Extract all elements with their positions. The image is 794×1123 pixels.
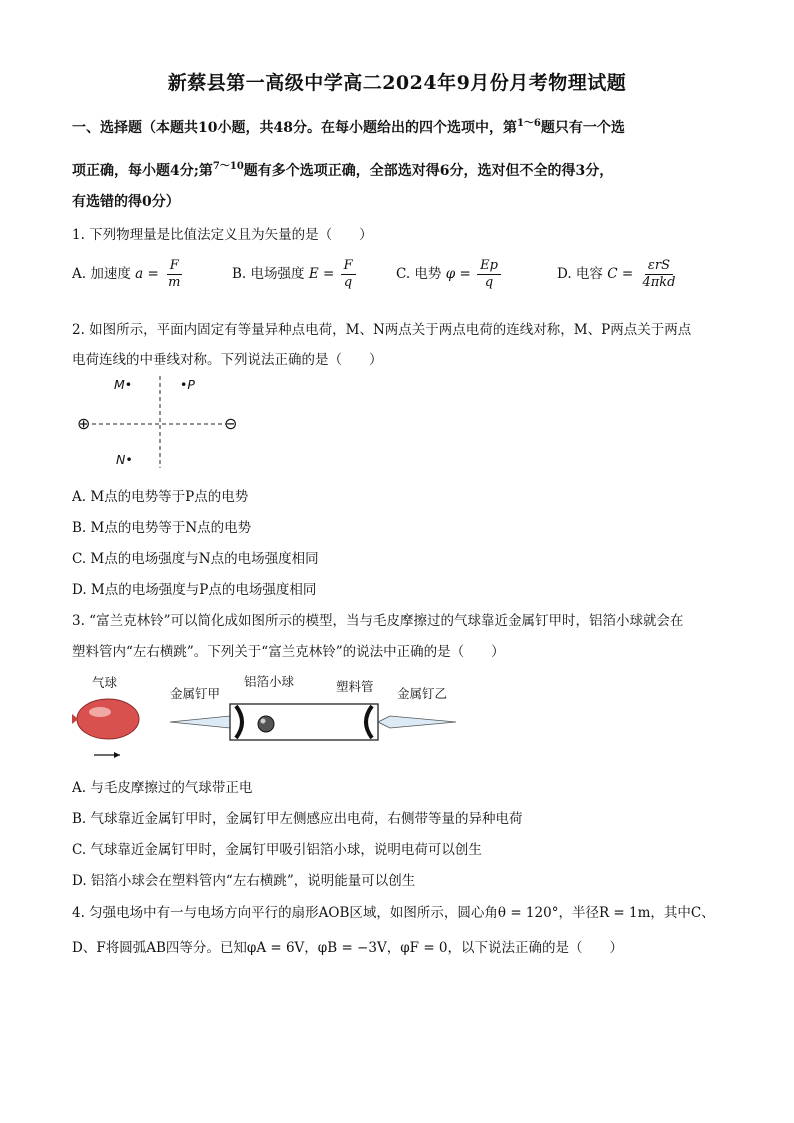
page-title: 新蔡县第一高级中学高二2024年9月份月考物理试题 [167,72,627,94]
q1-opt-a-fraction: $\frac{F}{m}$ [168,258,181,290]
foil-ball-label: 铝箔小球 [244,674,295,689]
q3-figure [72,670,472,768]
q2-figure [72,372,252,472]
q1-opt-b-fraction: $\frac{F}{q}$ [341,258,356,291]
foil-ball-highlight [261,719,266,724]
nail-jia-label: 金属钉甲 [170,686,221,701]
q1-opt-b-label: B. 电场强度 [232,266,305,282]
q3-option-d: D. 铝箔小球会在塑料管内“左右横跳”，说明能量可以创生 [72,873,416,889]
q4-stem-line2: D、F将圆弧AB四等分。已知φA = 6V，φB = −3V，φF = 0，以下说法正确的是（ ） [72,940,624,956]
balloon-highlight [89,707,111,717]
q2-stem-line1: 2. 如图所示，平面内固定有等量异种点电荷，M、N两点关于两点电荷的连线对称，M、P两点关于两点 [72,322,692,338]
q1-option-a [72,258,185,291]
instr-text-d: 题有多个选项正确，全部选对得6分，选对但不全的得3分， [243,163,614,179]
q4-stem-line1: 4. 匀强电场中有一与电场方向平行的扇形AOB区域，如图所示，圆心角θ = 120°，半径R = 1m，其中C、 [72,905,715,921]
nail-yi-label: 金属钉乙 [397,686,448,701]
point-n-label: N• [116,452,133,467]
point-p-label: •P [180,377,195,392]
q2-option-c: C. M点的电场强度与N点的电场强度相同 [72,551,319,567]
section-instructions-line3: 有选错的得0分） [72,194,180,210]
nail-yi-icon [378,716,456,728]
range2: 7～10 [212,161,244,172]
q2-stem-line2: 电荷连线的中垂线对称。下列说法正确的是（ ） [72,352,383,368]
q3-option-a: A. 与毛皮摩擦过的气球带正电 [72,780,253,796]
q1-opt-d-lhs: C = [607,266,634,282]
q2-option-d: D. M点的电场强度与P点的电场强度相同 [72,582,317,598]
instr-text-a: 一、选择题（本题共10小题，共48分。在每小题给出的四个选项中，第 [72,120,517,136]
tube-label: 塑料管 [336,679,374,694]
q3-stem-line1: 3. “富兰克林铃”可以简化成如图所示的模型，当与毛皮摩擦过的气球靠近金属钉甲时，铝箔小球就会在 [72,613,684,629]
q1-option-c [396,258,503,291]
q2-option-b: B. M点的电势等于N点的电势 [72,520,252,536]
q1-opt-a-label: A. 加速度 [72,266,131,282]
q1-opt-a-lhs: a = [135,266,159,282]
q1-opt-c-fraction: $\frac{Ep}{q}$ [477,258,501,291]
q1-opt-c-label: C. 电势 [396,266,442,282]
foil-ball-icon [258,716,274,732]
q3-option-c: C. 气球靠近金属钉甲时，金属钉甲吸引铝箔小球，说明电荷可以创生 [72,842,482,858]
section-instructions-line2 [72,157,613,180]
plastic-tube [230,704,378,740]
positive-charge-icon: ⊕ [77,414,91,433]
q1-option-b [232,258,358,291]
range1: 1～6 [516,118,541,129]
section-instructions-line1 [72,114,625,137]
q1-stem: 1. 下列物理量是比值法定义且为矢量的是（ ） [72,227,373,243]
q2-option-a: A. M点的电势等于P点的电势 [72,489,249,505]
balloon-icon [77,699,139,739]
q1-opt-b-lhs: E = [308,266,335,282]
instr-text-c: 项正确，每小题4分;第 [72,163,213,179]
arrow-head-icon [114,752,120,758]
q3-option-b: B. 气球靠近金属钉甲时，金属钉甲左侧感应出电荷，右侧带等量的异种电荷 [72,811,523,827]
q1-opt-d-fraction: $\frac{\text{εrS}}{\text{4πkd}}$ [642,258,676,290]
q1-opt-c-lhs: φ = [445,266,471,282]
q1-option-d [557,258,680,291]
q1-opt-d-label: D. 电容 [557,266,603,282]
q3-stem-line2: 塑料管内“左右横跳”。下列关于“富兰克林铃”的说法中正确的是（ ） [72,644,505,660]
balloon-label: 气球 [92,675,118,690]
point-m-label: M• [114,377,133,392]
instr-text-b: 题只有一个选 [540,120,625,136]
negative-charge-icon: ⊖ [224,414,238,433]
